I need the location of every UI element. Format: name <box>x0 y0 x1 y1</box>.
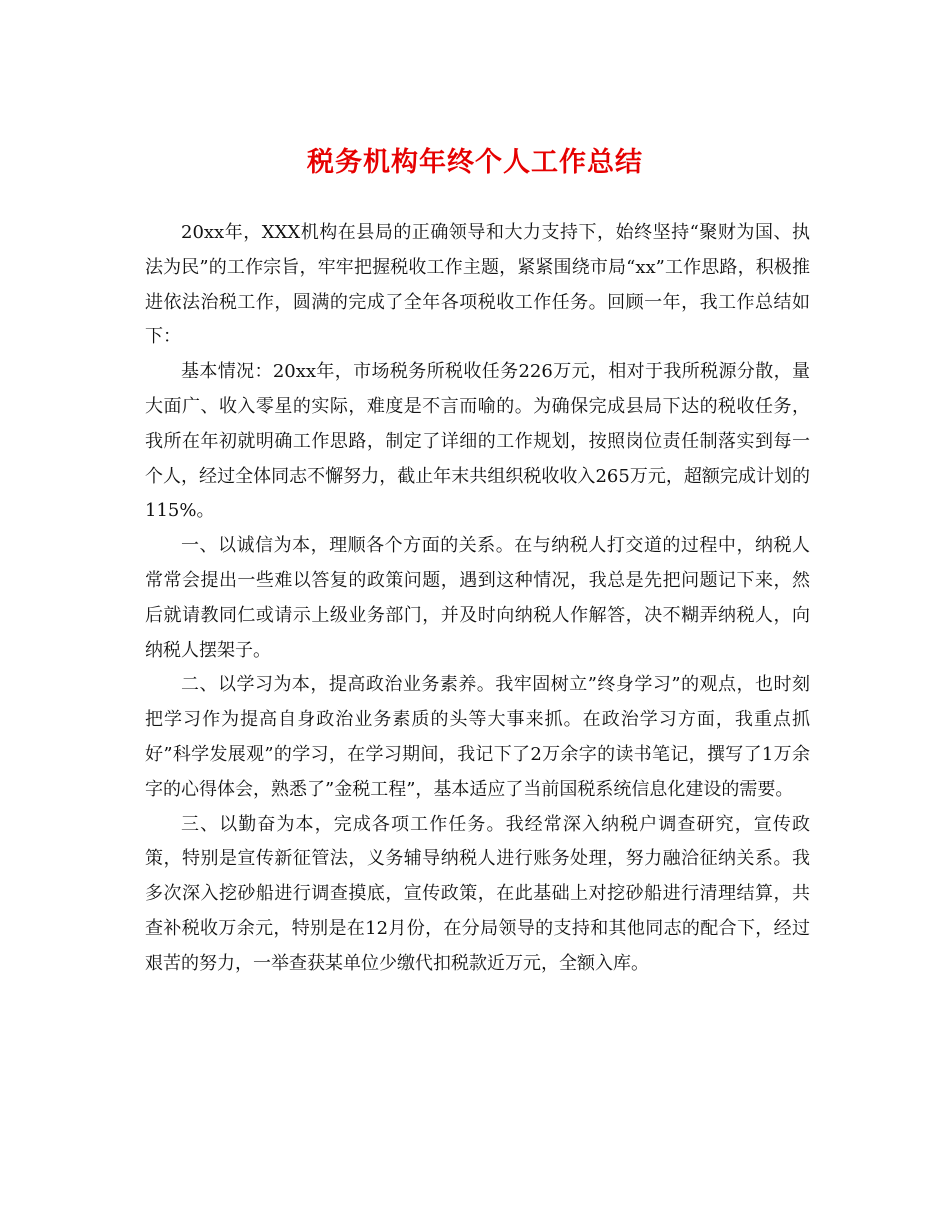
paragraph-section-three: 三、以勤奋为本，完成各项工作任务。我经常深入纳税户调查研究，宣传政策，特别是宣传新征管法，义务辅导纳税人进行账务处理，努力融洽征纳关系。我多次深入挖砂船进行调查摸底，宣传政策，在此基础上对挖砂船进行清理结算，共查补税收万余元，特别是在12月份，在分局领导的支持和其他同志的配合下，经过艰苦的努力，一举查获某单位少缴代扣税款近万元，全额入库。 <box>145 813 810 974</box>
paragraph-basic-situation: 基本情况：20xx年，市场税务所税收任务226万元，相对于我所税源分散，量大面广、收入零星的实际，难度是不言而喻的。为确保完成县局下达的税收任务，我所在年初就明确工作思路，制定了详细的工作规划，按照岗位责任制落实到每一个人，经过全体同志不懈努力，截止年末共组织税收收入265万元，超额完成计划的115%。 <box>145 361 810 522</box>
paragraph-intro: 20xx年，XXX机构在县局的正确领导和大力支持下，始终坚持“聚财为国、执法为民”的工作宗旨，牢牢把握税收工作主题，紧紧围绕市局“xx”工作思路，积极推进依法治税工作，圆满的完成了全年各项税收工作任务。回顾一年，我工作总结如下： <box>145 222 810 348</box>
document-body <box>145 216 810 982</box>
paragraph-section-one: 一、以诚信为本，理顺各个方面的关系。在与纳税人打交道的过程中，纳税人常常会提出一些难以答复的政策问题，遇到这种情况，我总是先把问题记下来，然后就请教同仁或请示上级业务部门，并及时向纳税人作解答，决不糊弄纳税人，向纳税人摆架子。 <box>145 535 810 661</box>
paragraph-section-two: 二、以学习为本，提高政治业务素养。我牢固树立”终身学习”的观点，也时刻把学习作为提高自身政治业务素质的头等大事来抓。在政治学习方面，我重点抓好”科学发展观”的学习，在学习期间，我记下了2万余字的读书笔记，撰写了1万余字的心得体会，熟悉了”金税工程”，基本适应了当前国税系统信息化建设的需要。 <box>145 674 810 800</box>
document-title: 税务机构年终个人工作总结 <box>307 147 643 178</box>
